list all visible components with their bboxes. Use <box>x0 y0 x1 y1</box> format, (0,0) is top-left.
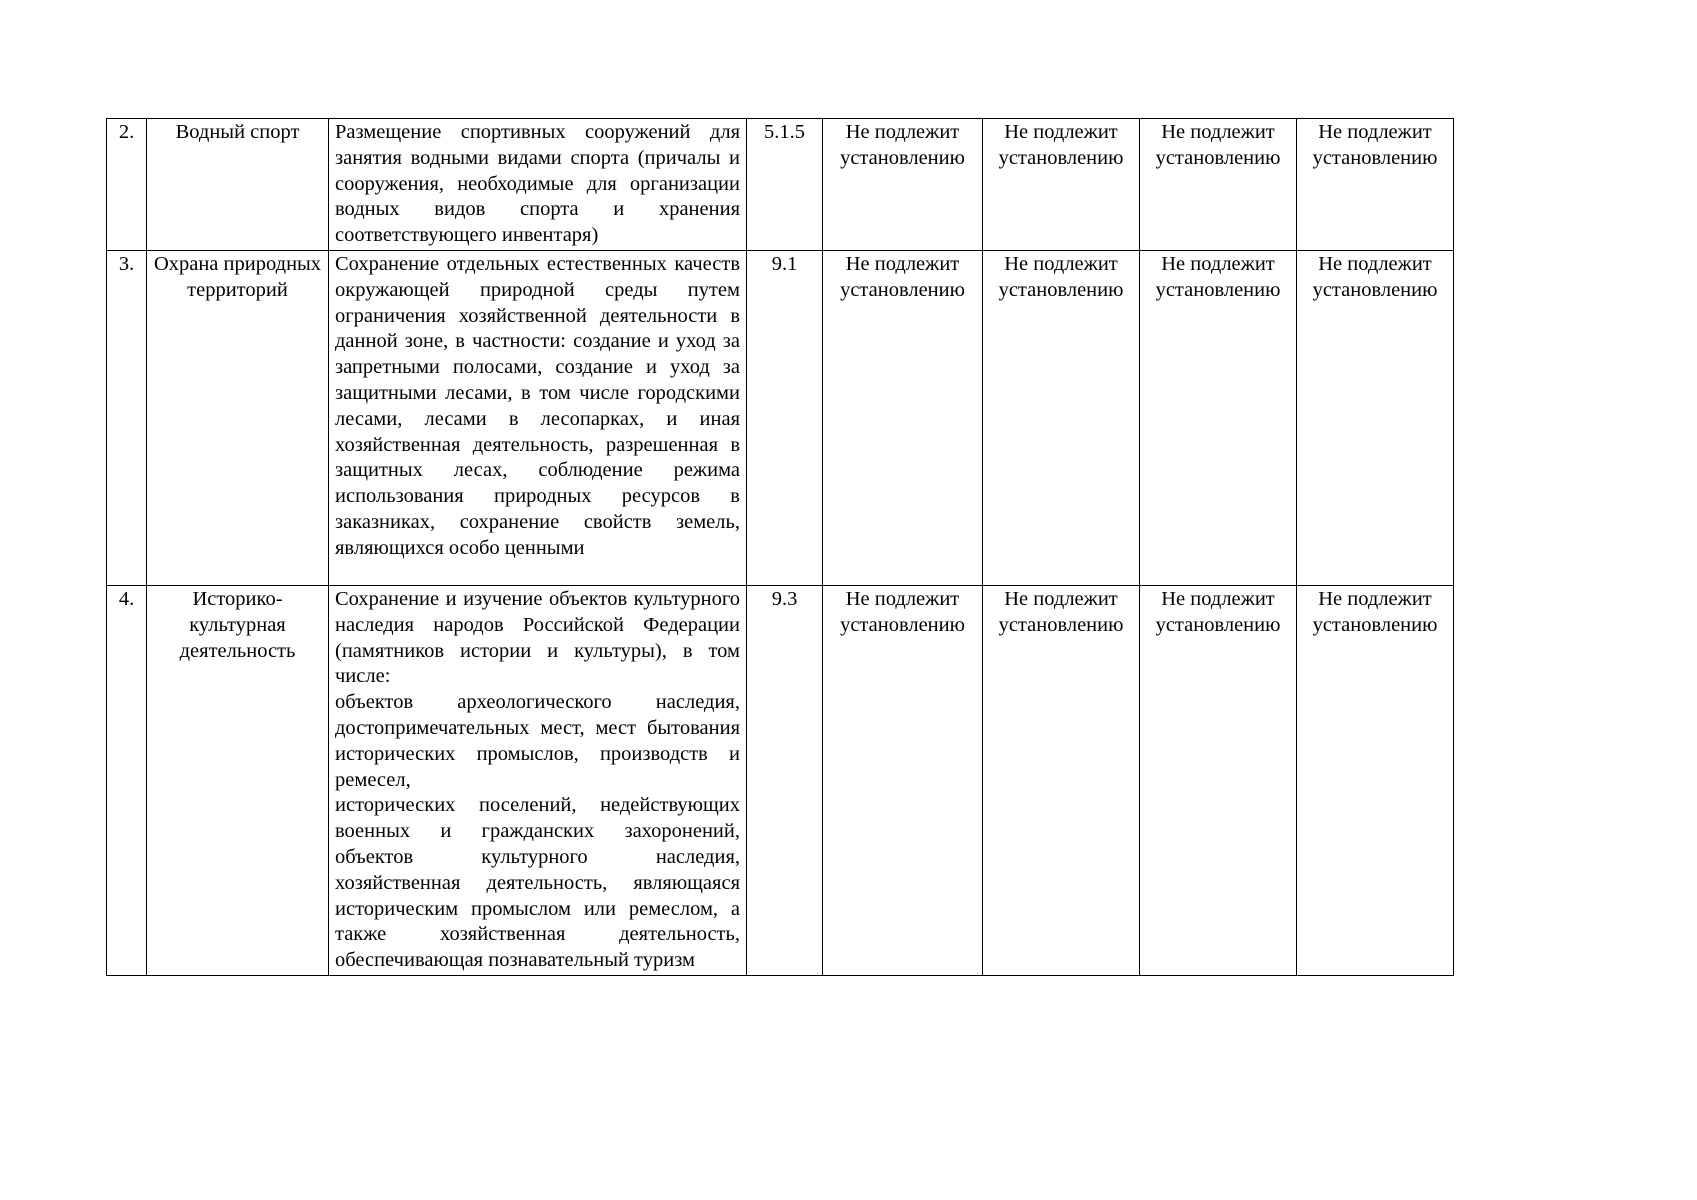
param-cell: Не подлежит установлению <box>823 250 983 585</box>
use-type-code: 9.1 <box>747 250 823 585</box>
use-type-description <box>329 585 747 975</box>
table-row <box>107 119 1454 251</box>
param-cell: Не подлежит установлению <box>823 585 983 975</box>
description-paragraph: исторических поселений, недействующих военных и гражданских захоронений, объектов культурного наследия, хозяйственная деятельность, являющаяся историческим промыслом или ремеслом, а также хозяйственная деятельность, обеспечивающая познавательный туризм <box>335 794 740 972</box>
use-type-code: 9.3 <box>747 585 823 975</box>
use-type-code: 5.1.5 <box>747 119 823 251</box>
param-cell: Не подлежит установлению <box>823 119 983 251</box>
param-cell: Не подлежит установлению <box>1140 250 1297 585</box>
use-type-name: Историко-культурная деятельность <box>147 585 329 975</box>
param-cell: Не подлежит установлению <box>983 250 1140 585</box>
description-paragraph: Сохранение и изучение объектов культурного наследия народов Российской Федерации (памятников истории и культуры), в том числе: <box>335 587 740 688</box>
param-cell: Не подлежит установлению <box>983 119 1140 251</box>
param-cell: Не подлежит установлению <box>1140 585 1297 975</box>
param-cell: Не подлежит установлению <box>1140 119 1297 251</box>
description-paragraph: Сохранение отдельных естественных качеств окружающей природной среды путем ограничения хозяйственной деятельности в данной зоне, в частности: создание и уход за запретными полосами, создание и уход за защитными лесами, в том числе городскими лесами, лесами в лесопарках, и иная хозяйственная деятельность, разрешенная в защитных лесах, соблюдение режима использования природных ресурсов в заказниках, сохранение свойств земель, являющихся особо ценными <box>335 252 740 559</box>
use-type-description <box>329 119 747 251</box>
description-paragraph: объектов археологического наследия, достопримечательных мест, мест бытования исторических промыслов, производств и ремесел, <box>335 691 740 791</box>
use-type-description <box>329 250 747 585</box>
row-number: 4. <box>107 585 147 975</box>
row-number: 3. <box>107 250 147 585</box>
land-use-table <box>106 118 1454 976</box>
use-type-name: Охрана природных территорий <box>147 250 329 585</box>
param-cell: Не подлежит установлению <box>1297 250 1454 585</box>
row-number: 2. <box>107 119 147 251</box>
param-cell: Не подлежит установлению <box>1297 585 1454 975</box>
table-row <box>107 250 1454 585</box>
param-cell: Не подлежит установлению <box>983 585 1140 975</box>
use-type-name: Водный спорт <box>147 119 329 251</box>
description-paragraph: Размещение спортивных сооружений для занятия водными видами спорта (причалы и сооружения, необходимые для организации водных видов спорта и хранения соответствующего инвентаря) <box>335 121 740 247</box>
table-row <box>107 585 1454 975</box>
param-cell: Не подлежит установлению <box>1297 119 1454 251</box>
